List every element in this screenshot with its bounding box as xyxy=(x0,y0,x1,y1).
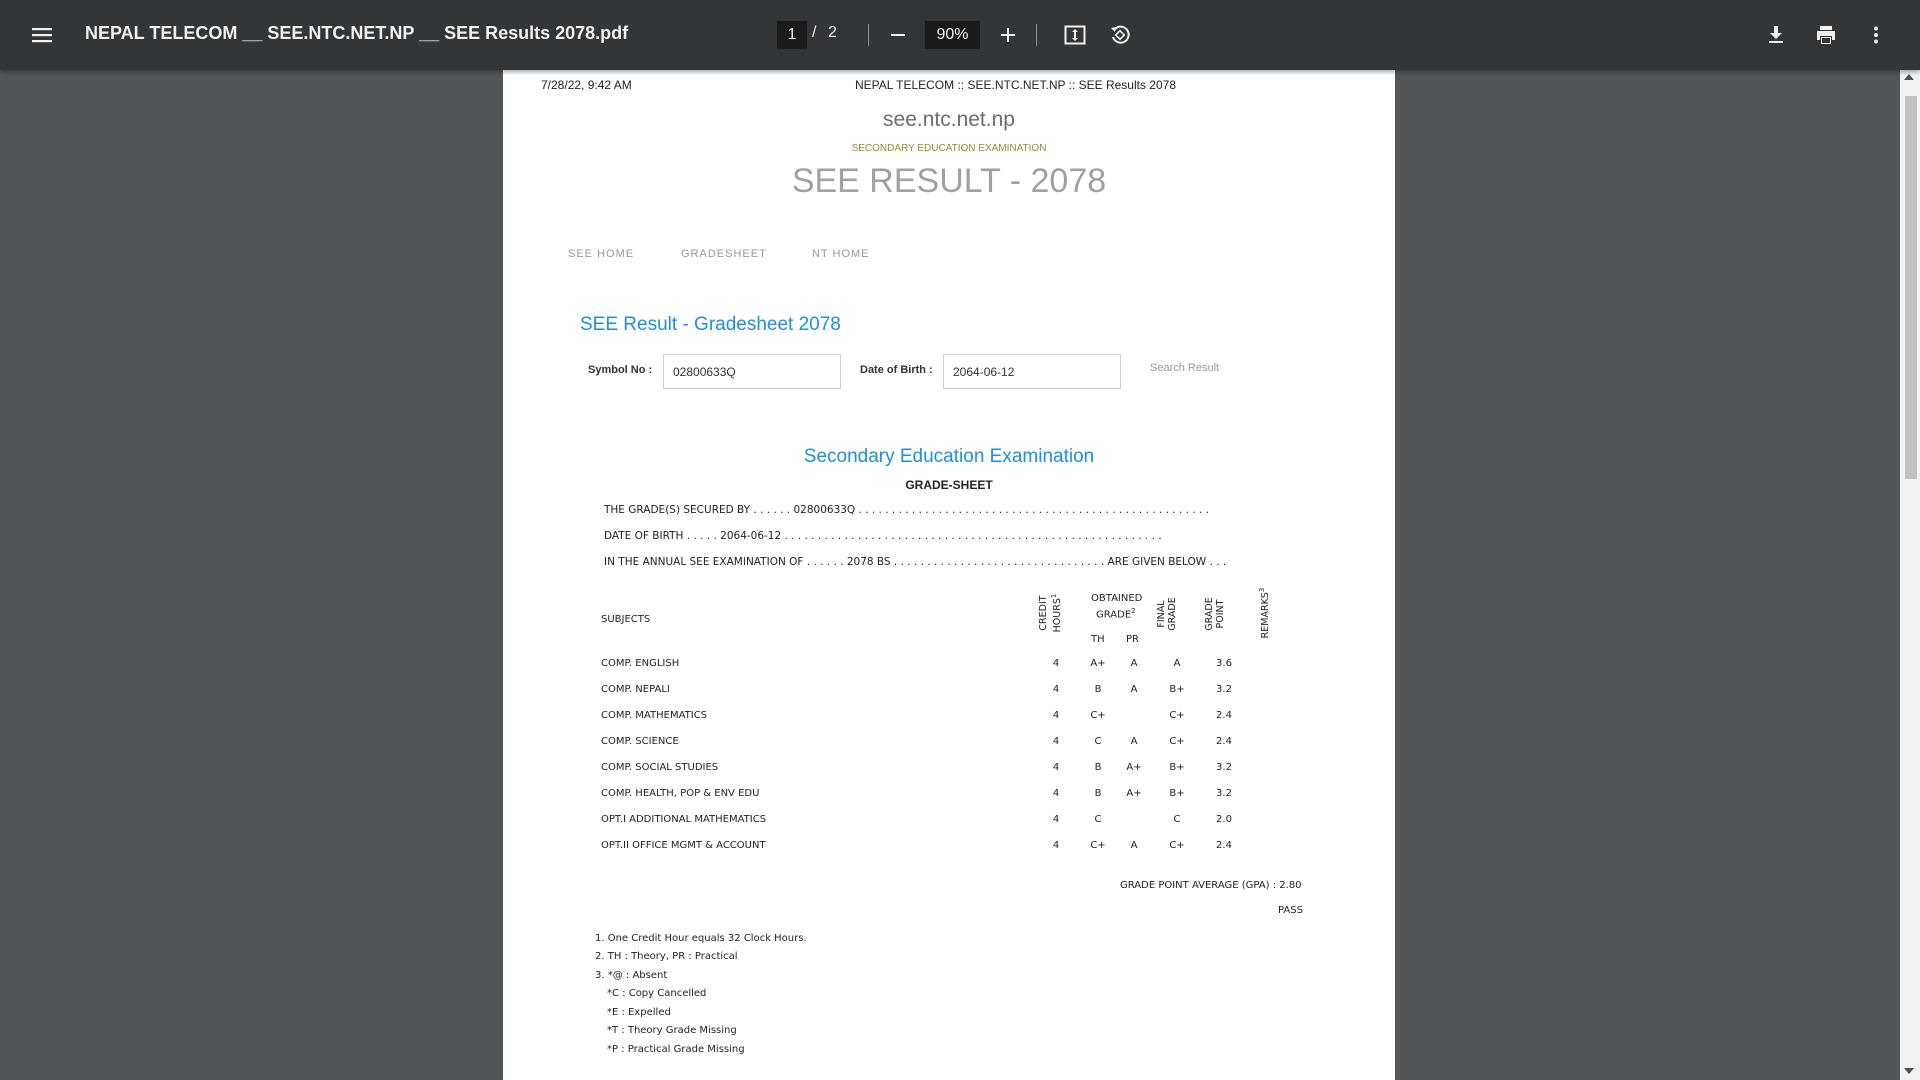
th-grade-cell: C xyxy=(1094,814,1102,825)
th-grade-cell: B xyxy=(1094,684,1102,695)
site-subtitle: SECONDARY EDUCATION EXAMINATION xyxy=(851,143,1047,154)
symbol-label: Symbol No : xyxy=(588,364,653,376)
page-number-input[interactable]: 1 xyxy=(777,21,807,49)
scrollbar-thumb[interactable] xyxy=(1905,96,1917,479)
scroll-down-arrow-icon[interactable] xyxy=(1904,1068,1914,1074)
credit-cell: 4 xyxy=(1052,814,1060,825)
subject-cell: COMP. ENGLISH xyxy=(601,658,680,669)
credit-cell: 4 xyxy=(1052,658,1060,669)
grade-point-cell: 3.2 xyxy=(1216,788,1232,799)
subject-cell: COMP. NEPALI xyxy=(601,684,670,695)
scroll-up-arrow-icon[interactable] xyxy=(1904,74,1914,80)
pr-grade-cell: A xyxy=(1130,684,1138,695)
print-date: 7/28/22, 9:42 AM xyxy=(541,78,632,92)
subject-cell: COMP. MATHEMATICS xyxy=(601,710,708,721)
pr-grade-cell: A xyxy=(1130,840,1138,851)
toolbar-divider xyxy=(868,24,869,46)
final-grade-cell: C xyxy=(1173,814,1181,825)
subjects-header: SUBJECTS xyxy=(601,614,651,625)
footnote: *E : Expelled xyxy=(607,1007,671,1018)
th-grade-cell: B xyxy=(1094,788,1102,799)
th-grade-cell: B xyxy=(1094,762,1102,773)
footnote: 3. *@ : Absent xyxy=(595,970,668,981)
footnote: *C : Copy Cancelled xyxy=(607,988,707,999)
final-grade-cell: B+ xyxy=(1169,762,1185,773)
credit-cell: 4 xyxy=(1052,762,1060,773)
th-grade-cell: C+ xyxy=(1090,710,1106,721)
exam-title: Secondary Education Examination xyxy=(803,446,1095,467)
credit-cell: 4 xyxy=(1052,840,1060,851)
subject-cell: COMP. SCIENCE xyxy=(601,736,679,747)
pr-grade-cell: A+ xyxy=(1126,762,1142,773)
dob-line: DATE OF BIRTH . . . . . 2064-06-12 . . . . . . . . . . . . . . . . . . . . . . . . . . . . . . . . . . . . . . . . . . . . . . . . . . . . . . . . . xyxy=(604,530,1162,542)
grade-point-cell: 2.4 xyxy=(1216,840,1232,851)
remarks-header: REMARKS$^3$ xyxy=(1258,587,1272,639)
subject-cell: OPT.II OFFICE MGMT & ACCOUNT xyxy=(601,840,766,851)
zoom-input[interactable]: 90% xyxy=(925,21,980,49)
credit-cell: 4 xyxy=(1052,684,1060,695)
pr-grade-cell: A+ xyxy=(1126,788,1142,799)
nav-nt-home[interactable]: NT HOME xyxy=(812,248,870,260)
final-grade-cell: B+ xyxy=(1169,788,1185,799)
fit-page-icon[interactable] xyxy=(1057,17,1093,53)
subject-cell: OPT.I ADDITIONAL MATHEMATICS xyxy=(601,814,767,825)
th-grade-cell: C+ xyxy=(1090,840,1106,851)
credit-hours-header: CREDIT HOURS$^1$ xyxy=(1038,593,1064,633)
dob-input[interactable]: 2064-06-12 xyxy=(943,354,1121,389)
final-grade-cell: C+ xyxy=(1169,710,1185,721)
subject-cell: COMP. HEALTH, POP & ENV EDU xyxy=(601,788,760,799)
toolbar-divider xyxy=(1036,24,1037,46)
credit-cell: 4 xyxy=(1052,736,1060,747)
grade-point-cell: 2.0 xyxy=(1216,814,1232,825)
exam-line: IN THE ANNUAL SEE EXAMINATION OF . . . . . . 2078 BS . . . . . . . . . . . . . . . . . . . . . . . . . . . . . . . . ARE GIVEN BELOW . . . xyxy=(604,556,1227,568)
nav-see-home[interactable]: SEE HOME xyxy=(568,248,635,260)
menu-icon[interactable] xyxy=(24,17,60,53)
pr-grade-cell: A xyxy=(1130,658,1138,669)
zoom-in-icon[interactable] xyxy=(990,17,1026,53)
obtained-header: OBTAINED xyxy=(1091,593,1143,604)
final-grade-cell: B+ xyxy=(1169,684,1185,695)
print-icon[interactable] xyxy=(1808,17,1844,53)
page-total: 2 xyxy=(828,24,837,41)
footnote: *P : Practical Grade Missing xyxy=(607,1044,745,1055)
grade-point-cell: 3.2 xyxy=(1216,762,1232,773)
page-separator: / xyxy=(812,24,817,41)
credit-cell: 4 xyxy=(1052,710,1060,721)
print-header-title: NEPAL TELECOM :: SEE.NTC.NET.NP :: SEE Results 2078 xyxy=(855,78,1176,92)
grade-sheet-label: GRADE-SHEET xyxy=(905,478,993,492)
grade-header: GRADE$^2$ xyxy=(1096,607,1136,621)
rotate-icon[interactable] xyxy=(1102,17,1138,53)
grade-point-cell: 2.4 xyxy=(1216,710,1232,721)
pr-grade-cell: A xyxy=(1130,736,1138,747)
th-grade-cell: C xyxy=(1094,736,1102,747)
final-grade-cell: C+ xyxy=(1169,736,1185,747)
pr-header: PR xyxy=(1126,634,1139,645)
more-vert-icon[interactable] xyxy=(1858,17,1894,53)
gpa-line: GRADE POINT AVERAGE (GPA) : 2.80 xyxy=(1120,880,1302,891)
result-title: SEE RESULT - 2078 xyxy=(791,162,1107,200)
search-result-button[interactable]: Search Result xyxy=(1150,362,1220,374)
footnote: 1. One Credit Hour equals 32 Clock Hours. xyxy=(595,933,807,944)
final-grade-cell: A xyxy=(1173,658,1181,669)
site-name: see.ntc.net.np xyxy=(883,108,1015,131)
zoom-out-icon[interactable] xyxy=(880,17,916,53)
nav-gradesheet[interactable]: GRADESHEET xyxy=(681,248,767,260)
th-grade-cell: A+ xyxy=(1090,658,1106,669)
subject-cell: COMP. SOCIAL STUDIES xyxy=(601,762,719,773)
final-grade-cell: C+ xyxy=(1169,840,1185,851)
pdf-toolbar xyxy=(0,0,1920,70)
credit-cell: 4 xyxy=(1052,788,1060,799)
vertical-scrollbar[interactable] xyxy=(1900,70,1920,1080)
result-status: PASS xyxy=(1278,905,1303,916)
grade-point-cell: 2.4 xyxy=(1216,736,1232,747)
grade-point-cell: 3.2 xyxy=(1216,684,1232,695)
footnote: 2. TH : Theory, PR : Practical xyxy=(595,951,738,962)
secured-by-line: THE GRADE(S) SECURED BY . . . . . . 02800633Q . . . . . . . . . . . . . . . . . . . . . . . . . . . . . . . . . . . . . . . . . . . . . . . . . . . . . xyxy=(604,504,1209,516)
grade-point-header: GRADE POINT xyxy=(1204,597,1226,631)
document-title: NEPAL TELECOM __ SEE.NTC.NET.NP __ SEE Results 2078.pdf xyxy=(85,23,629,43)
final-grade-header: FINAL GRADE xyxy=(1156,597,1178,631)
th-header: TH xyxy=(1091,634,1105,645)
download-icon[interactable] xyxy=(1758,17,1794,53)
pdf-page xyxy=(503,70,1395,1080)
gradesheet-heading: SEE Result - Gradesheet 2078 xyxy=(580,314,841,335)
footnote: *T : Theory Grade Missing xyxy=(607,1025,737,1036)
grade-point-cell: 3.6 xyxy=(1216,658,1232,669)
dob-label: Date of Birth : xyxy=(860,364,933,376)
symbol-input[interactable]: 02800633Q xyxy=(663,354,841,389)
